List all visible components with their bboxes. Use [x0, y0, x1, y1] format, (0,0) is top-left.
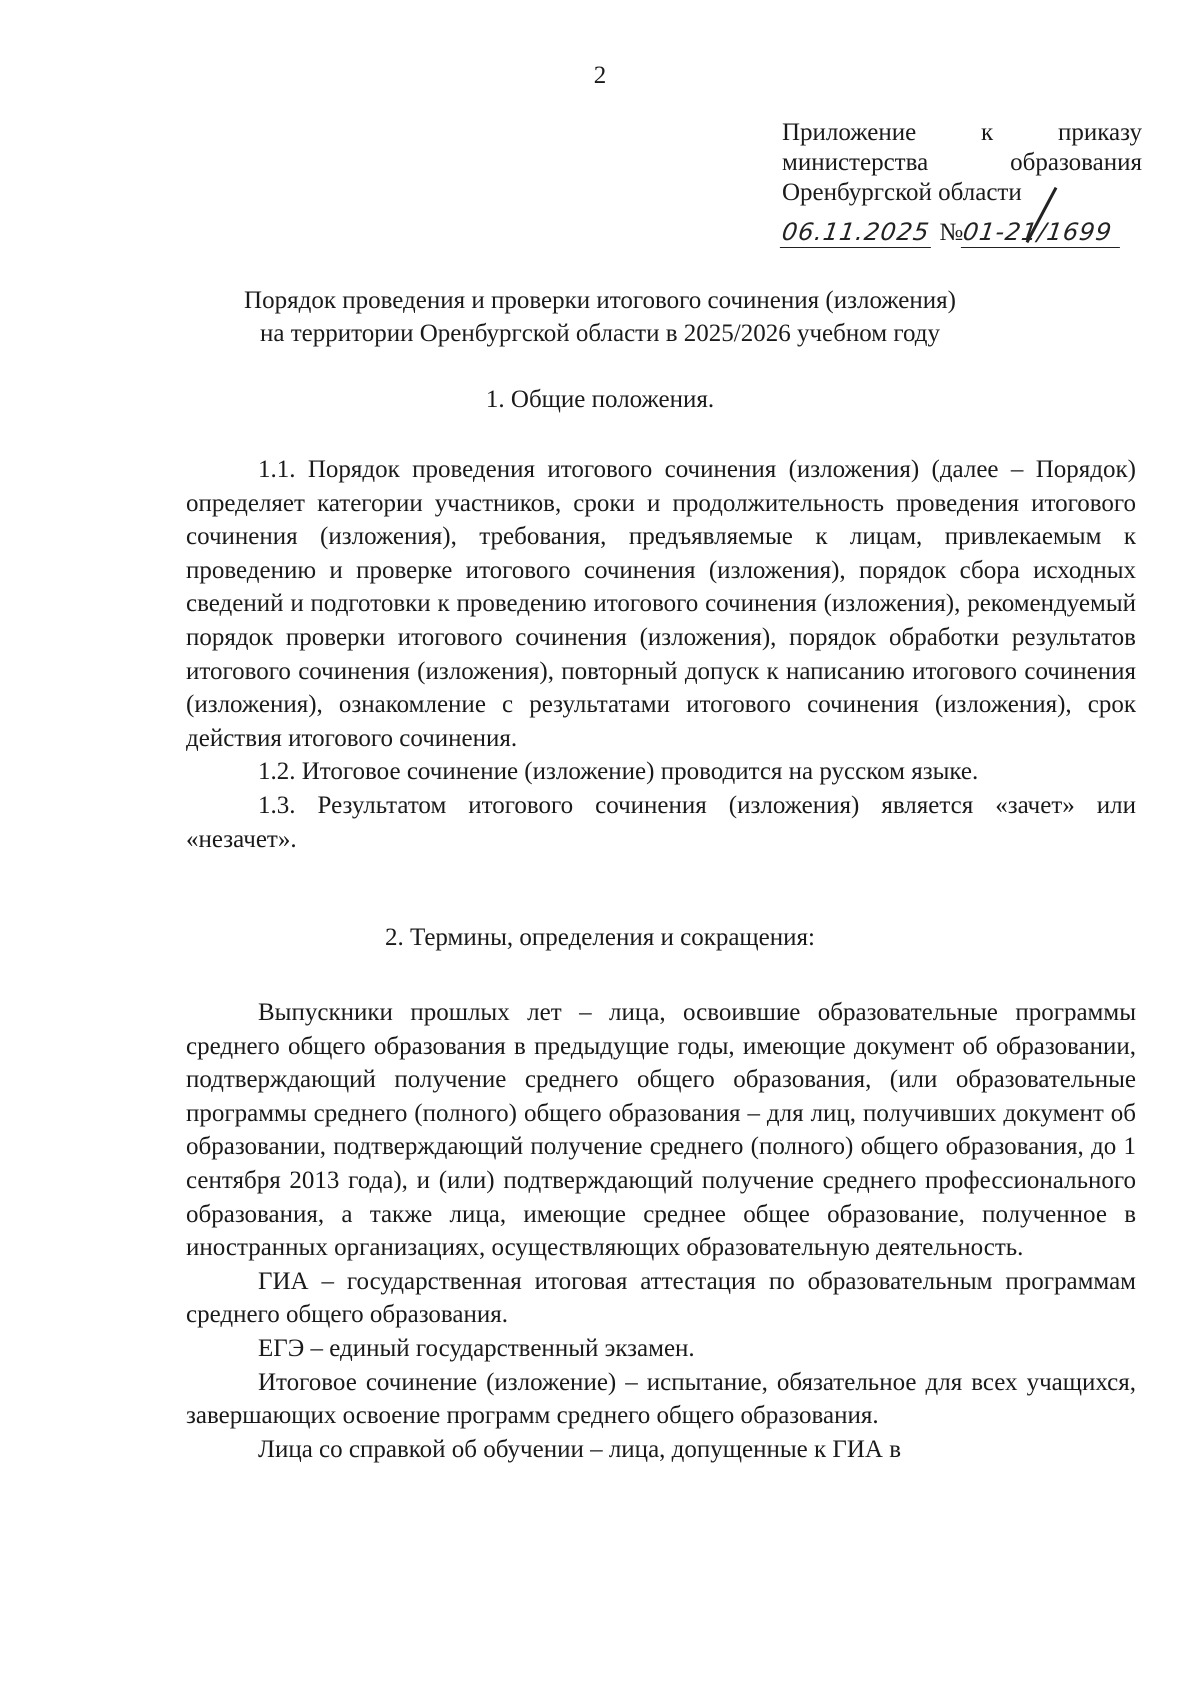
annex-word-education: образования: [1010, 149, 1142, 176]
annex-word-ministry: министерства: [782, 149, 929, 176]
annex-word-appendix: Приложение: [782, 119, 917, 146]
section-heading-general: 1. Общие положения.: [485, 386, 715, 413]
annex-header: [782, 118, 1142, 248]
annex-region: Оренбургской области: [782, 179, 1022, 206]
paragraph-1-3: 1.3. Результатом итогового сочинения (изложения) является «зачет» или «незачет».: [186, 791, 1136, 853]
paragraph-1-1: 1.1. Порядок проведения итогового сочинения (изложения) (далее – Порядок) определяет категории участников, сроки и продолжительность проведения итогового сочинения (изложения), требования, предъявляемые к лицам, привлекаемым к проведению и проверке итогового сочинения (изложения), порядок сбора исходных сведений и подготовки к проведению итогового сочинения (изложения), рекомендуемый порядок проверки итогового сочинения (изложения), порядок обработки результатов итогового сочинения (изложения), повторный допуск к написанию итогового сочинения (изложения), ознакомление с результатами итогового сочинения (изложения), срок действия итогового сочинения.: [186, 456, 1136, 752]
section-terms-body: [186, 996, 1136, 1466]
document-title-line-2: на территории Оренбургской области в 2025/2026 учебном году: [260, 320, 940, 347]
annex-line-2: [782, 148, 1142, 178]
handwritten-order-number: 01-21/1699: [961, 217, 1124, 248]
section-heading-terms: 2. Термины, определения и сокращения:: [385, 924, 815, 951]
term-gia: ГИА – государственная итоговая аттестация по образовательным программам среднего общего образования.: [186, 1267, 1136, 1329]
section-general-body: [186, 453, 1136, 856]
document-title: [0, 284, 1200, 350]
annex-line-1: [782, 118, 1142, 148]
term-ege: ЕГЭ – единый государственный экзамен.: [258, 1334, 695, 1362]
annex-date-number: [782, 210, 1142, 248]
document-title-line-1: Порядок проведения и проверки итогового сочинения (изложения): [244, 287, 956, 314]
term-graduates: Выпускники прошлых лет – лица, освоившие образовательные программы среднего общего образования в предыдущие годы, имеющие документ об образовании, подтверждающий получение среднего общего образования, (или образовательные программы среднего (полного) общего образования – для лиц, получивших документ об образовании, подтверждающий получение среднего (полного) общего образования, до 1 сентября 2013 года), и (или) подтверждающий получение среднего профессионального образования, а также лица, имеющие среднее общее образование, полученное в иностранных организациях, осуществляющих образовательную деятельность.: [186, 999, 1136, 1262]
annex-word-to: к: [981, 119, 994, 146]
page-number: 2: [593, 62, 607, 89]
paragraph-1-2: 1.2. Итоговое сочинение (изложение) проводится на русском языке.: [258, 758, 979, 786]
annex-word-order: приказу: [1058, 119, 1142, 146]
number-sign: №: [939, 219, 964, 246]
term-final-essay: Итоговое сочинение (изложение) – испытание, обязательное для всех учащихся, завершающих освоение программ среднего общего образования.: [186, 1368, 1136, 1430]
term-certificate-holders: Лица со справкой об обучении – лица, допущенные к ГИА в: [258, 1435, 902, 1463]
annex-line-3: [782, 178, 1142, 208]
handwritten-date: 06.11.2025: [780, 217, 936, 248]
